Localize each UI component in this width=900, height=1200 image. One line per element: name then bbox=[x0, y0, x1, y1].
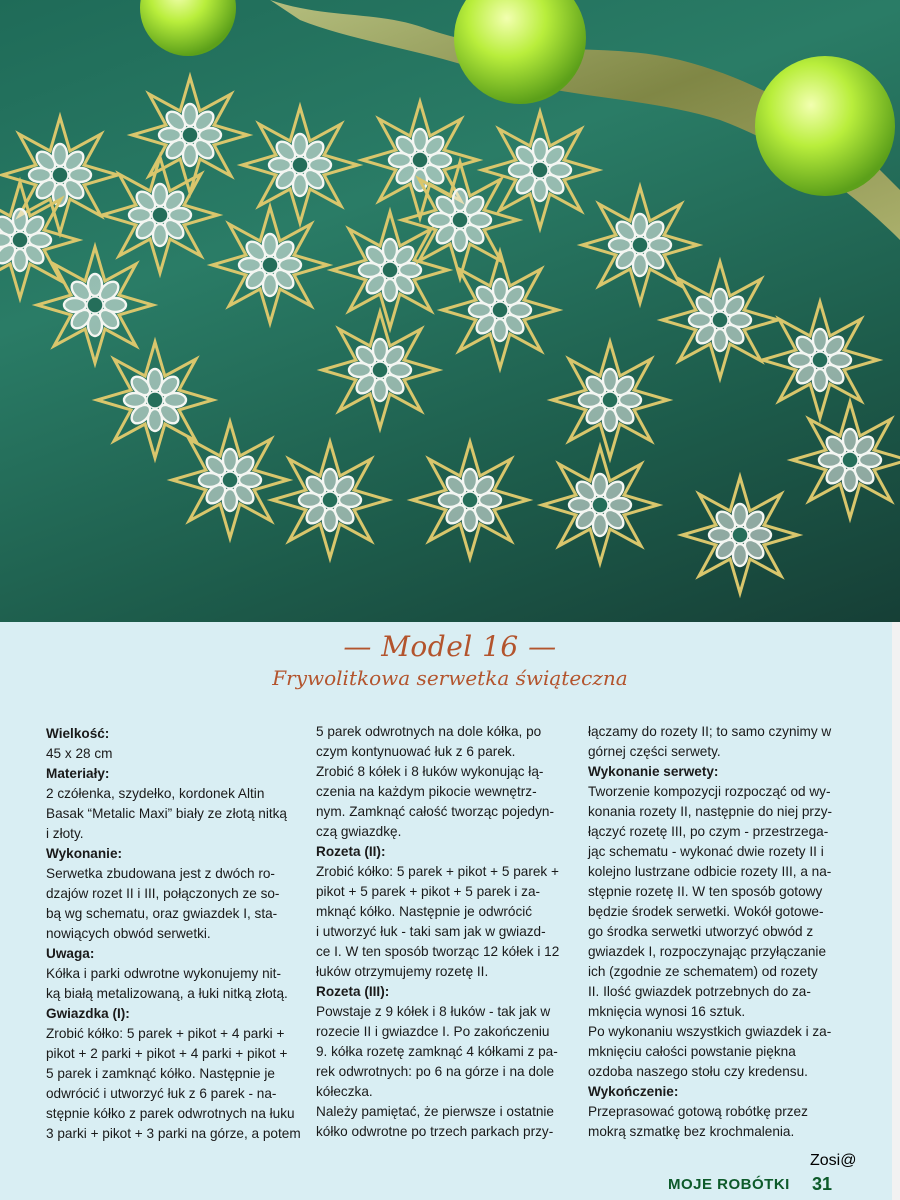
tatted-star bbox=[212, 207, 328, 323]
text-line: i złoty. bbox=[46, 826, 84, 841]
text-line: Kółka i parki odwrotne wykonujemy nit- bbox=[46, 966, 281, 981]
tatted-star bbox=[682, 477, 798, 593]
text-line: kolejno lustrzane odbicie rozety III, a na- bbox=[588, 864, 832, 879]
tatted-star bbox=[482, 112, 598, 228]
model-subtitle: Frywolitkowa serwetka świąteczna bbox=[272, 666, 628, 690]
tatted-star bbox=[322, 312, 438, 428]
text-line: go środka serwetki utworzyć obwód z bbox=[588, 924, 814, 939]
section-heading: Materiały: bbox=[46, 766, 110, 781]
text-line: konania rozety II, następnie do niej przy- bbox=[588, 804, 833, 819]
magazine-name: MOJE ROBÓTKI bbox=[668, 1176, 790, 1193]
text-line: nym. Zamknąć całość tworząc pojedyn- bbox=[316, 804, 554, 819]
text-line: odwrócić i utworzyć łuk z 6 parek - na- bbox=[46, 1086, 277, 1101]
text-line: dzajów rozet II i III, połączonych ze so- bbox=[46, 886, 280, 901]
instructions-column-1 bbox=[46, 724, 301, 1144]
instructions-column-2 bbox=[316, 722, 572, 1142]
text-line: 3 parki + pikot + 3 parki na górze, a potem bbox=[46, 1126, 301, 1141]
text-line: Powstaje z 9 kółek i 8 łuków - tak jak w bbox=[316, 1004, 551, 1019]
section-heading: Wykończenie: bbox=[588, 1084, 679, 1099]
page-number: 31 bbox=[812, 1174, 833, 1194]
text-line: pikot + 5 parek + pikot + 5 parek i za- bbox=[316, 884, 541, 899]
text-line: mknięciu całości powstanie piękna bbox=[588, 1044, 796, 1059]
text-line: mknięcia wynosi 16 sztuk. bbox=[588, 1004, 746, 1019]
text-line: mokrą szmatkę bez krochmalenia. bbox=[588, 1124, 795, 1139]
tatted-star bbox=[242, 107, 358, 223]
text-line: ozdoba naszego stołu czy kredensu. bbox=[588, 1064, 808, 1079]
text-line: Po wykonaniu wszystkich gwiazdek i za- bbox=[588, 1024, 832, 1039]
text-line: ce I. W ten sposób tworząc 12 kółek i 12 bbox=[316, 944, 560, 959]
section-heading: Gwiazdka (I): bbox=[46, 1006, 130, 1021]
green-bauble-left bbox=[140, 0, 236, 56]
text-line: Basak “Metalic Maxi” biały ze złotą nitką bbox=[46, 806, 287, 821]
text-line: Przeprasować gotową robótkę przez bbox=[588, 1104, 808, 1119]
text-line: łączyć rozetę III, po czym - przestrzega- bbox=[588, 824, 829, 839]
text-line: gwiazdek I, rozpoczynając przyłączanie bbox=[588, 944, 827, 959]
tatted-star bbox=[37, 247, 153, 363]
text-line: Zrobić 8 kółek i 8 łuków wykonując łą- bbox=[316, 764, 544, 779]
green-bauble-right bbox=[755, 56, 895, 196]
section-heading: Uwaga: bbox=[46, 946, 95, 961]
tatted-star bbox=[272, 442, 388, 558]
tatted-star bbox=[442, 252, 558, 368]
text-line: Serwetka zbudowana jest z dwóch ro- bbox=[46, 866, 275, 881]
text-line: mknąć kółko. Następnie je odwrócić bbox=[316, 904, 533, 919]
text-line: Zrobić kółko: 5 parek + pikot + 4 parki + bbox=[46, 1026, 285, 1041]
text-line: 45 x 28 cm bbox=[46, 746, 113, 761]
text-line: czenia na każdym pikocie wewnętrz- bbox=[316, 784, 537, 799]
text-line: rozecie II i gwiazdce I. Po zakończeniu bbox=[316, 1024, 550, 1039]
text-line: ich (zgodnie ze schematem) od rozety bbox=[588, 964, 818, 979]
text-line: rek odwrotnych: po 6 na górze i na dole bbox=[316, 1064, 555, 1079]
tatted-star bbox=[552, 342, 668, 458]
text-line: łuków otrzymujemy rozetę II. bbox=[316, 964, 489, 979]
text-line: Zrobić kółko: 5 parek + pikot + 5 parek + bbox=[316, 864, 559, 879]
text-line: II. Ilość gwiazdek potrzebnych do za- bbox=[588, 984, 811, 999]
model-title: — Model 16 — bbox=[343, 630, 557, 663]
text-line: czym kontynuować łuk z 6 parek. bbox=[316, 744, 516, 759]
section-heading: Wykonanie serwety: bbox=[588, 764, 719, 779]
text-line: kółeczka. bbox=[316, 1084, 373, 1099]
text-line: ką białą metalizowaną, a łuki nitką złotą. bbox=[46, 986, 288, 1001]
tatted-star bbox=[102, 157, 218, 273]
tatted-star bbox=[132, 77, 248, 193]
text-line: pikot + 2 parki + pikot + 4 parki + pikot + bbox=[46, 1046, 288, 1061]
text-line: 5 parek odwrotnych na dole kółka, po bbox=[316, 724, 542, 739]
tatted-star bbox=[97, 342, 213, 458]
text-line: kółko odwrotne po trzech parkach przy- bbox=[316, 1124, 554, 1139]
instructions-column-3 bbox=[588, 722, 840, 1142]
section-heading: Rozeta (III): bbox=[316, 984, 390, 999]
text-line: górnej części serwety. bbox=[588, 744, 721, 759]
text-line: będzie środek serwetki. Wokół gotowe- bbox=[588, 904, 824, 919]
text-line: łączamy do rozety II; to samo czynimy w bbox=[588, 724, 832, 739]
text-line: stępnie rozetę II. W ten sposób gotowy bbox=[588, 884, 823, 899]
text-line: i utworzyć łuk - taki sam jak w gwiazd- bbox=[316, 924, 546, 939]
tatted-star bbox=[582, 187, 698, 303]
signature: Zosi@ bbox=[810, 1152, 857, 1169]
text-line: czą gwiazdkę. bbox=[316, 824, 402, 839]
tatted-star bbox=[172, 422, 288, 538]
text-line: bą wg schematu, oraz gwiazdek I, sta- bbox=[46, 906, 278, 921]
page-edge bbox=[892, 622, 900, 1200]
text-line: 9. kółka rozetę zamknąć 4 kółkami z pa- bbox=[316, 1044, 558, 1059]
section-heading: Wykonanie: bbox=[46, 846, 123, 861]
tatted-star bbox=[412, 442, 528, 558]
text-line: Należy pamiętać, że pierwsze i ostatnie bbox=[316, 1104, 554, 1119]
section-heading: Wielkość: bbox=[46, 726, 110, 741]
text-line: Tworzenie kompozycji rozpocząć od wy- bbox=[588, 784, 831, 799]
text-line: jąc schematu - wykonać dwie rozety II i bbox=[588, 844, 824, 859]
text-line: stępnie kółko z parek odwrotnych na łuku bbox=[46, 1106, 295, 1121]
text-line: 5 parek i zamknąć kółko. Następnie je bbox=[46, 1066, 275, 1081]
tatted-star bbox=[542, 447, 658, 563]
text-line: 2 czółenka, szydełko, kordonek Altin bbox=[46, 786, 265, 801]
text-line: nowiących obwód serwetki. bbox=[46, 926, 211, 941]
tatted-star bbox=[792, 402, 900, 518]
tatted-star bbox=[762, 302, 878, 418]
section-heading: Rozeta (II): bbox=[316, 844, 386, 859]
